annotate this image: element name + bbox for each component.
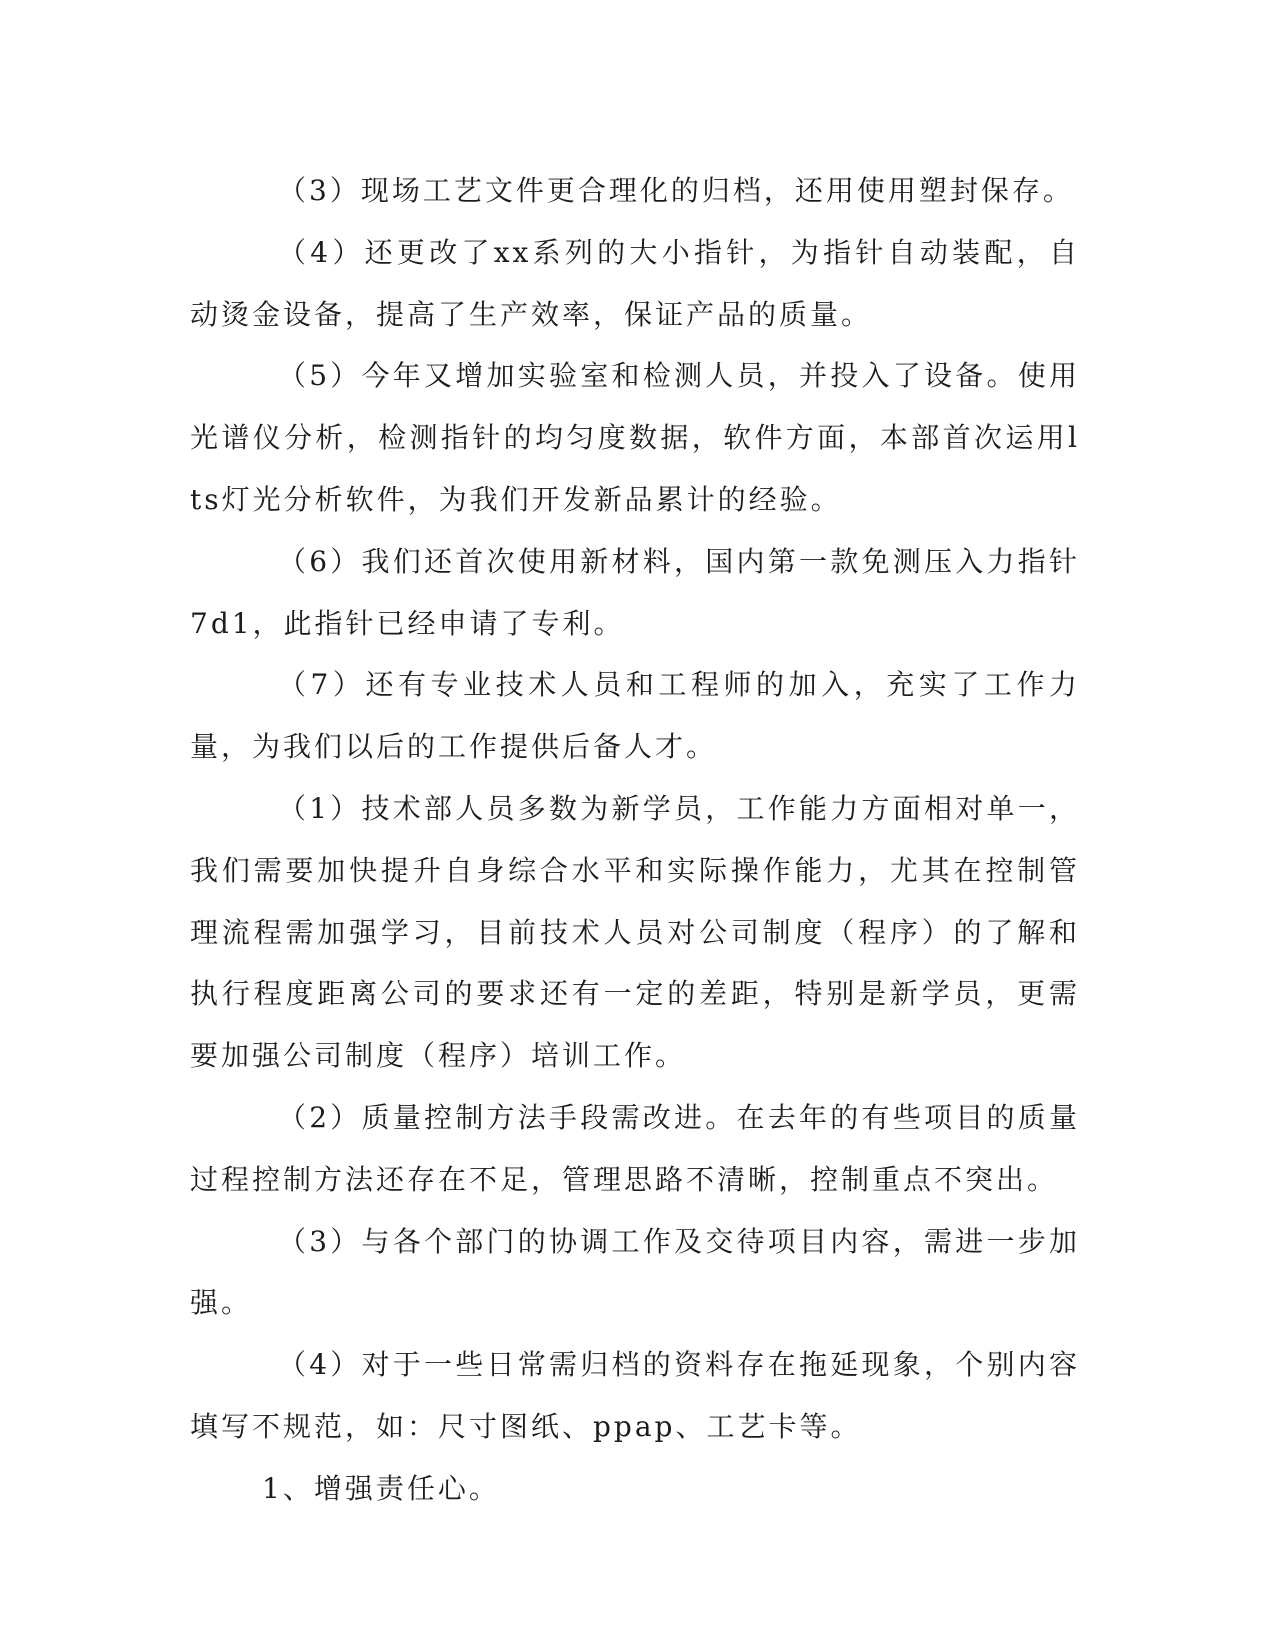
paragraph-responsibility: 1、增强责任心。 <box>262 1471 500 1505</box>
paragraph-laboratory: （5）今年又增加实验室和检测人员，并投入了设备。使用光谱仪分析，检测指针的均匀度数据，软件方面，本部首次运用lts灯光分析软件，为我们开发新品累计的经验。 <box>190 359 1080 516</box>
paragraph-quality-control: （2）质量控制方法手段需改进。在去年的有些项目的质量过程控制方法还存在不足，管理思路不清晰，控制重点不突出。 <box>190 1100 1080 1196</box>
paragraph-engineers: （7）还有专业技术人员和工程师的加入，充实了工作力量，为我们以后的工作提供后备人才。 <box>190 668 1080 764</box>
document-body <box>190 160 1080 1520</box>
paragraph-new-material: （6）我们还首次使用新材料，国内第一款免测压入力指针7d1，此指针已经申请了专利。 <box>190 544 1080 640</box>
paragraph-coordination: （3）与各个部门的协调工作及交待项目内容，需进一步加强。 <box>190 1224 1080 1320</box>
paragraph-archiving-delay: （4）对于一些日常需归档的资料存在拖延现象，个别内容填写不规范，如：尺寸图纸、ppap、工艺卡等。 <box>190 1348 1080 1443</box>
paragraph-archive-files: （3）现场工艺文件更合理化的归档，还用使用塑封保存。 <box>278 174 1074 207</box>
paragraph-pointer-change: （4）还更改了xx系列的大小指针，为指针自动装配，自动烫金设备，提高了生产效率，保证产品的质量。 <box>190 235 1080 331</box>
paragraph-new-staff: （1）技术部人员多数为新学员，工作能力方面相对单一，我们需要加快提升自身综合水平和实际操作能力，尤其在控制管理流程需加强学习，目前技术人员对公司制度（程序）的了解和执行程度距离公司的要求还有一定的差距，特别是新学员，更需要加强公司制度（程序）培训工作。 <box>190 791 1080 1073</box>
